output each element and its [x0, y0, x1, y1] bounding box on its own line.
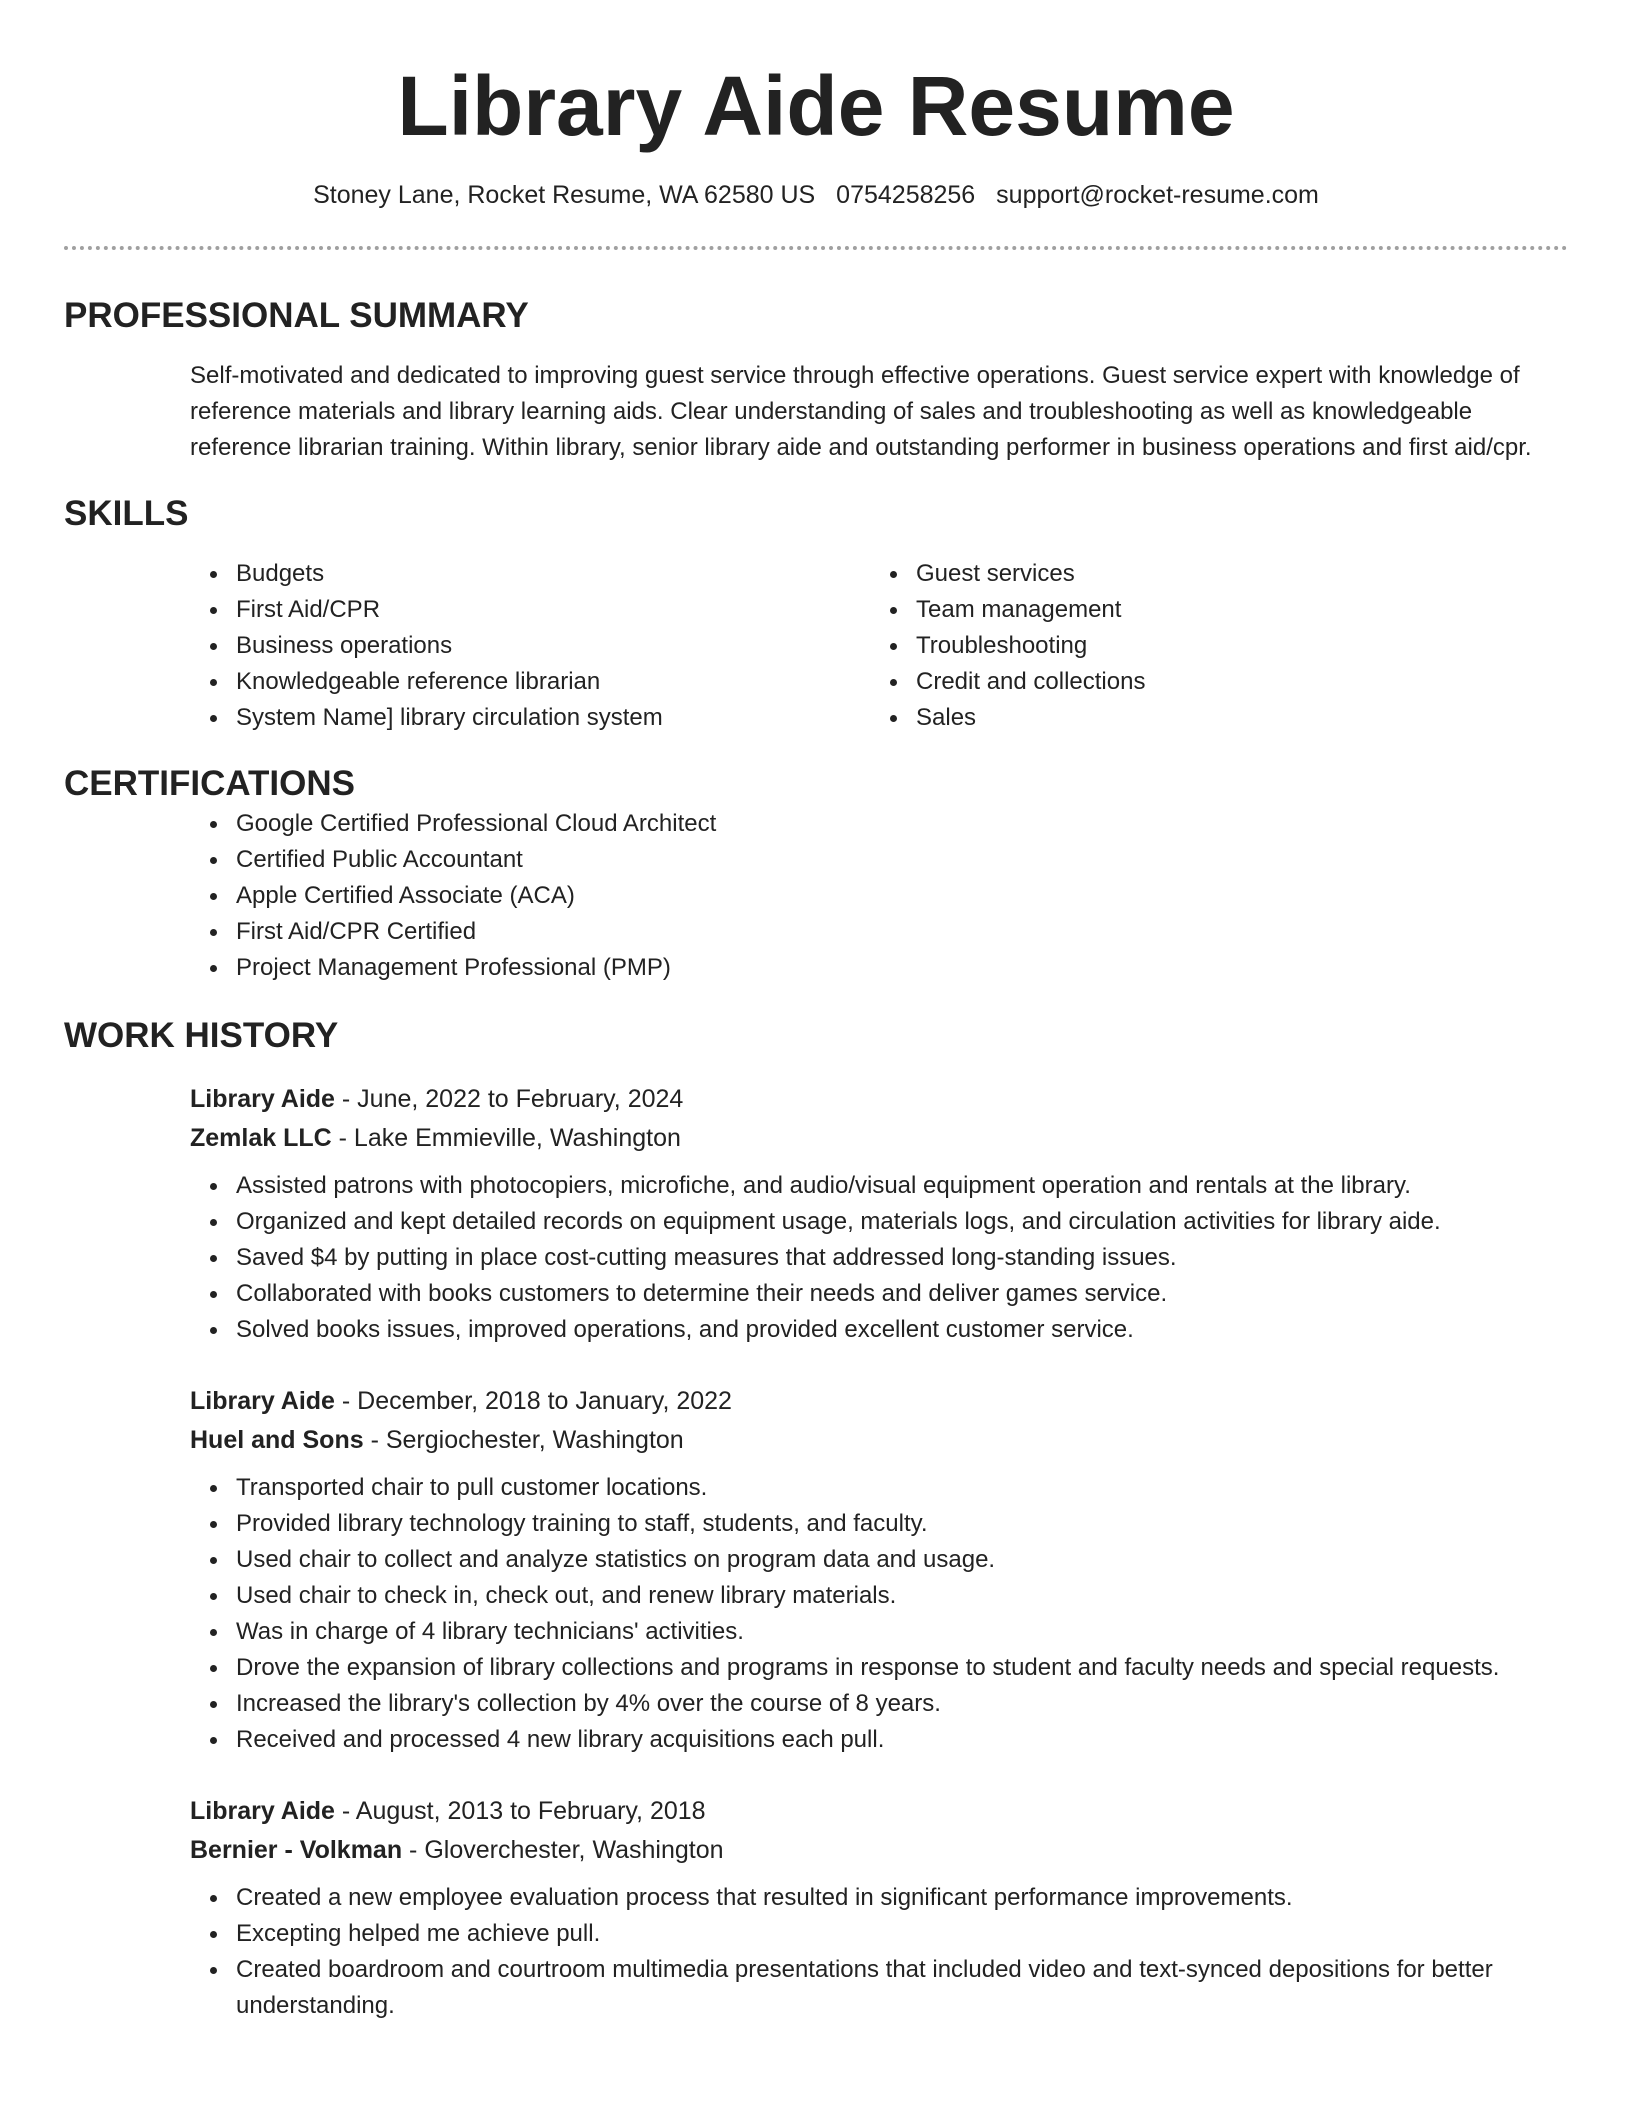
contact-line — [64, 178, 1568, 212]
list-item: Excepting helped me achieve pull. — [234, 1916, 1568, 1952]
list-item: First Aid/CPR — [234, 592, 914, 628]
summary-heading: PROFESSIONAL SUMMARY — [64, 296, 529, 335]
list-item: Knowledgeable reference librarian — [234, 664, 914, 700]
list-item: Apple Certified Associate (ACA) — [234, 878, 1568, 914]
list-item: Troubleshooting — [914, 628, 1414, 664]
job-title-line — [190, 1382, 1568, 1421]
job-title-line — [190, 1080, 1568, 1119]
list-item: Created a new employee evaluation process that resulted in significant performance improvements. — [234, 1880, 1568, 1916]
job-dates: - December, 2018 to January, 2022 — [334, 1387, 732, 1415]
job-title-line — [190, 1792, 1568, 1831]
summary-section — [64, 294, 1568, 466]
contact-email: support@rocket-resume.com — [996, 181, 1319, 209]
list-item: Organized and kept detailed records on equipment usage, materials logs, and circulation activities for library aide. — [234, 1204, 1568, 1240]
certifications-heading: CERTIFICATIONS — [64, 764, 356, 803]
list-item: Guest services — [914, 556, 1414, 592]
skills-section — [64, 492, 1568, 736]
job-dates: - June, 2022 to February, 2024 — [334, 1085, 684, 1113]
job-location: - Gloverchester, Washington — [402, 1836, 724, 1864]
job-bullets — [190, 1470, 1568, 1758]
list-item: Used chair to collect and analyze statistics on program data and usage. — [234, 1542, 1568, 1578]
list-item: Received and processed 4 new library acquisitions each pull. — [234, 1722, 1568, 1758]
job-company-line — [190, 1831, 1568, 1870]
job-company: Huel and Sons — [190, 1426, 364, 1454]
list-item: Drove the expansion of library collections and programs in response to student and faculty needs and special requests. — [234, 1650, 1568, 1686]
list-item: Project Management Professional (PMP) — [234, 950, 1568, 986]
certifications-list — [64, 806, 1568, 986]
work-history-heading: WORK HISTORY — [64, 1016, 339, 1055]
job-bullets — [190, 1880, 1568, 2024]
work-history-section — [64, 1014, 1568, 2024]
list-item: Used chair to check in, check out, and renew library materials. — [234, 1578, 1568, 1614]
list-item: First Aid/CPR Certified — [234, 914, 1568, 950]
list-item: System Name] library circulation system — [234, 700, 914, 736]
job-title: Library Aide — [190, 1387, 335, 1415]
list-item: Business operations — [234, 628, 914, 664]
resume-page — [64, 0, 1568, 2024]
list-item: Provided library technology training to staff, students, and faculty. — [234, 1506, 1568, 1542]
resume-title: Library Aide Resume — [397, 59, 1235, 153]
list-item: Sales — [914, 700, 1414, 736]
job-bullets — [190, 1168, 1568, 1348]
header-divider — [64, 246, 1568, 250]
job-company: Zemlak LLC — [190, 1124, 332, 1152]
contact-address: Stoney Lane, Rocket Resume, WA 62580 US — [313, 181, 816, 209]
list-item: Transported chair to pull customer locations. — [234, 1470, 1568, 1506]
list-item: Solved books issues, improved operations, and provided excellent customer service. — [234, 1312, 1568, 1348]
job-title: Library Aide — [190, 1085, 335, 1113]
skills-right-list — [914, 556, 1414, 736]
job-entry — [190, 1792, 1568, 2024]
list-item: Google Certified Professional Cloud Architect — [234, 806, 1568, 842]
list-item: Saved $4 by putting in place cost-cutting measures that addressed long-standing issues. — [234, 1240, 1568, 1276]
list-item: Budgets — [234, 556, 914, 592]
list-item: Collaborated with books customers to determine their needs and deliver games service. — [234, 1276, 1568, 1312]
job-dates: - August, 2013 to February, 2018 — [334, 1797, 706, 1825]
list-item: Team management — [914, 592, 1414, 628]
list-item: Certified Public Accountant — [234, 842, 1568, 878]
job-entry — [190, 1382, 1568, 1758]
job-entry — [190, 1080, 1568, 1348]
job-company-line — [190, 1119, 1568, 1158]
list-item: Created boardroom and courtroom multimedia presentations that included video and text-synced depositions for better understanding. — [234, 1952, 1568, 2024]
certifications-section — [64, 762, 1568, 986]
list-item: Credit and collections — [914, 664, 1414, 700]
skills-heading: SKILLS — [64, 494, 189, 533]
contact-phone: 0754258256 — [836, 181, 976, 209]
job-company: Bernier - Volkman — [190, 1836, 403, 1864]
list-item: Was in charge of 4 library technicians' activities. — [234, 1614, 1568, 1650]
job-location: - Sergiochester, Washington — [363, 1426, 684, 1454]
list-item: Increased the library's collection by 4% over the course of 8 years. — [234, 1686, 1568, 1722]
skills-columns — [64, 556, 1568, 736]
job-title: Library Aide — [190, 1797, 335, 1825]
job-location: - Lake Emmieville, Washington — [331, 1124, 681, 1152]
skills-left-list — [64, 556, 914, 736]
job-company-line — [190, 1421, 1568, 1460]
list-item: Assisted patrons with photocopiers, microfiche, and audio/visual equipment operation and rentals at the library. — [234, 1168, 1568, 1204]
summary-text: Self-motivated and dedicated to improving guest service through effective operations. Guest service expert with knowledge of reference materials and library learning aids. Clear understanding of sales and troubleshooting as well as knowledgeable reference librarian training. Within library, senior library aide and outstanding performer in business operations and first aid/cpr. — [190, 362, 1532, 461]
